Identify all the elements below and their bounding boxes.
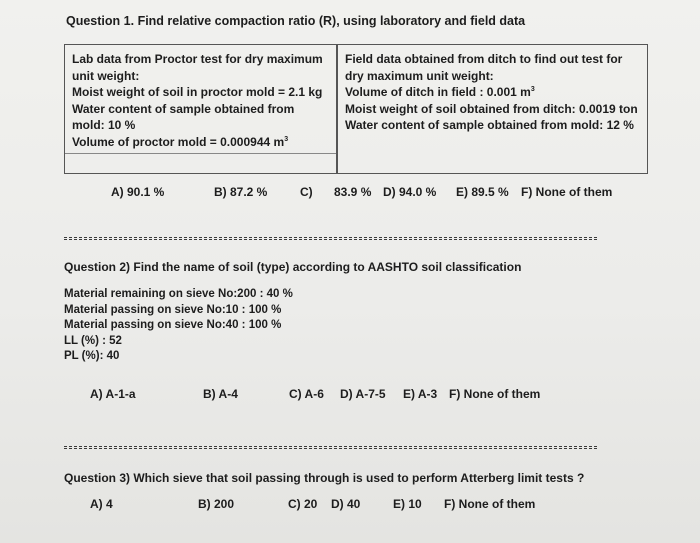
question-1-text: Find relative compaction ratio (R), using laboratory and field data xyxy=(137,14,526,28)
soil-data-line: LL (%) : 52 xyxy=(64,334,122,347)
field-line: dry maximum unit weight: xyxy=(345,68,494,83)
lab-line: mold: 10 % xyxy=(72,118,136,132)
q2-option-a[interactable]: A) A-1-a xyxy=(90,387,136,401)
q2-option-d[interactable]: D) A-7-5 xyxy=(340,387,386,401)
soil-data-line: Material passing on sieve No:10 : 100 % xyxy=(64,303,282,316)
q1-option-c-letter: C) xyxy=(300,185,313,199)
lab-line: Water content of sample obtained from xyxy=(72,101,295,116)
q1-option-e[interactable]: E) 89.5 % xyxy=(456,185,509,199)
q2-option-e[interactable]: E) A-3 xyxy=(403,387,438,401)
table-divider xyxy=(336,45,338,173)
table-inner-line xyxy=(65,153,336,154)
question-3-number: Question 3) xyxy=(64,471,131,485)
lab-volume-text: Volume of proctor mold = 0.000944 m xyxy=(72,134,285,149)
q3-option-b[interactable]: B) 200 xyxy=(198,497,235,511)
question-1-data-table xyxy=(64,44,648,174)
section-separator xyxy=(64,446,598,449)
field-volume-exponent: 3 xyxy=(530,86,535,93)
soil-data-line: Material passing on sieve No:40 : 100 % xyxy=(64,319,282,331)
q3-option-a[interactable]: A) 4 xyxy=(90,497,113,511)
q1-option-b[interactable]: B) 87.2 % xyxy=(214,185,268,199)
field-line: Field data obtained from ditch to find out test for xyxy=(345,52,623,66)
soil-data-line: PL (%): 40 xyxy=(64,350,120,362)
q2-option-f[interactable]: F) None of them xyxy=(449,387,541,401)
field-data-column xyxy=(345,51,638,134)
q3-option-c[interactable]: C) 20 xyxy=(288,497,318,511)
q3-option-e[interactable]: E) 10 xyxy=(393,497,422,511)
q3-option-d[interactable]: D) 40 xyxy=(331,497,361,511)
field-volume-text: Volume of ditch in field : 0.001 m xyxy=(345,85,531,99)
soil-data-line: Material remaining on sieve No:200 : 40 % xyxy=(64,288,293,300)
q1-option-c[interactable] xyxy=(300,185,313,199)
question-2-heading xyxy=(64,260,521,274)
lab-data-column xyxy=(72,51,323,150)
q2-option-c[interactable]: C) A-6 xyxy=(289,387,324,401)
question-3-heading xyxy=(64,471,584,485)
q1-option-a[interactable]: A) 90.1 % xyxy=(111,185,165,199)
field-line: Water content of sample obtained from mold: 12 % xyxy=(345,118,634,132)
question-2-number: Question 2) xyxy=(64,260,131,274)
section-separator xyxy=(64,237,598,240)
q1-option-c-value[interactable]: 83.9 % xyxy=(334,185,372,199)
lab-volume-line xyxy=(72,134,323,151)
question-2-data xyxy=(64,287,293,365)
q3-option-f[interactable]: F) None of them xyxy=(444,497,536,511)
question-2-text: Find the name of soil (type) according to AASHTO soil classification xyxy=(133,260,522,274)
q1-option-f[interactable]: F) None of them xyxy=(521,185,613,199)
lab-line: unit weight: xyxy=(72,68,140,83)
lab-line: Moist weight of soil in proctor mold = 2.1 kg xyxy=(72,85,323,99)
question-1-number: Question 1. xyxy=(66,14,135,28)
field-volume-line xyxy=(345,84,638,101)
question-1-heading xyxy=(66,14,525,28)
question-3-text: Which sieve that soil passing through is used to perform Atterberg limit tests ? xyxy=(133,471,585,485)
q1-option-d[interactable]: D) 94.0 % xyxy=(383,185,437,199)
lab-line: Lab data from Proctor test for dry maximum xyxy=(72,52,323,66)
lab-volume-exponent: 3 xyxy=(284,135,289,143)
field-line: Moist weight of soil obtained from ditch: 0.0019 ton xyxy=(345,101,638,116)
q2-option-b[interactable]: B) A-4 xyxy=(203,387,238,401)
